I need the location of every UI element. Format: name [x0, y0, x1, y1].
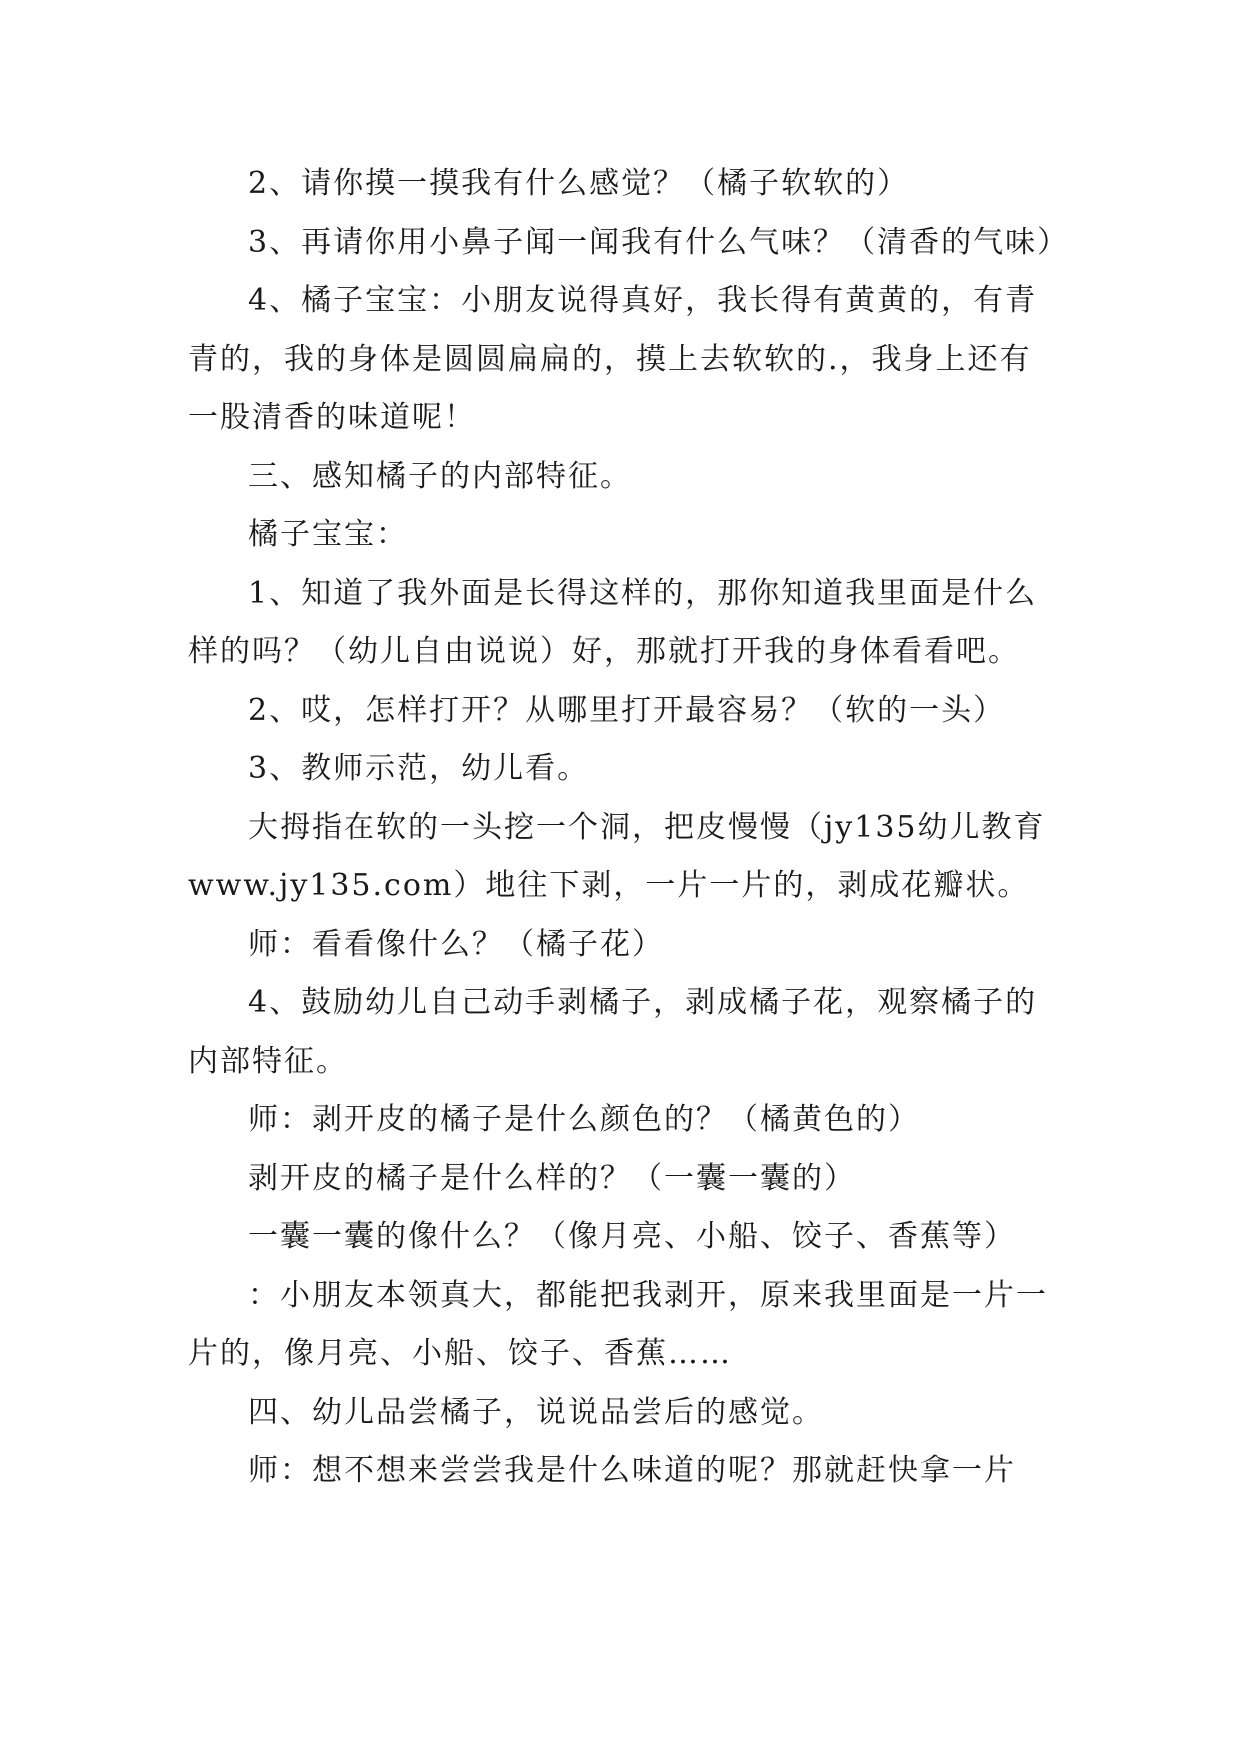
paragraph: 3、再请你用小鼻子闻一闻我有什么气味？（清香的气味） — [248, 224, 1070, 260]
paragraph: ：小朋友本领真大，都能把我剥开，原来我里面是一片一片的，像月亮、小船、饺子、香蕉…… — [188, 1277, 1048, 1371]
paragraph: 2、请你摸一摸我有什么感觉？（橘子软软的） — [248, 166, 910, 201]
section-heading: 四、幼儿品尝橘子，说说品尝后的感觉。 — [248, 1394, 824, 1430]
paragraph: 师：剥开皮的橘子是什么颜色的？（橘黄色的） — [248, 1102, 920, 1137]
document-body — [188, 155, 1070, 1501]
paragraph: 剥开皮的橘子是什么样的？（一囊一囊的） — [248, 1160, 856, 1196]
paragraph: 橘子宝宝： — [248, 517, 408, 552]
paragraph: 4、橘子宝宝：小朋友说得真好，我长得有黄黄的，有青青的，我的身体是圆圆扁扁的，摸上去软软的.，我身上还有一股清香的味道呢！ — [188, 283, 1038, 435]
section-heading: 三、感知橘子的内部特征。 — [248, 458, 632, 494]
paragraph: 3、教师示范，幼儿看。 — [248, 751, 590, 786]
paragraph: 大拇指在软的一头挖一个洞，把皮慢慢（jy135幼儿教育 www.jy135.com）地往下剥，一片一片的，剥成花瓣状。 — [188, 809, 1046, 903]
paragraph: 一囊一囊的像什么？（像月亮、小船、饺子、香蕉等） — [248, 1219, 1016, 1254]
paragraph: 1、知道了我外面是长得这样的，那你知道我里面是什么样的吗？（幼儿自由说说）好，那就打开我的身体看看吧。 — [188, 575, 1038, 669]
paragraph: 师：看看像什么？（橘子花） — [248, 926, 664, 962]
paragraph: 师：想不想来尝尝我是什么味道的呢？那就赶快拿一片 — [248, 1453, 1016, 1488]
paragraph: 4、鼓励幼儿自己动手剥橘子，剥成橘子花，观察橘子的内部特征。 — [188, 985, 1038, 1079]
paragraph: 2、哎，怎样打开？从哪里打开最容易？（软的一头） — [248, 692, 1006, 728]
